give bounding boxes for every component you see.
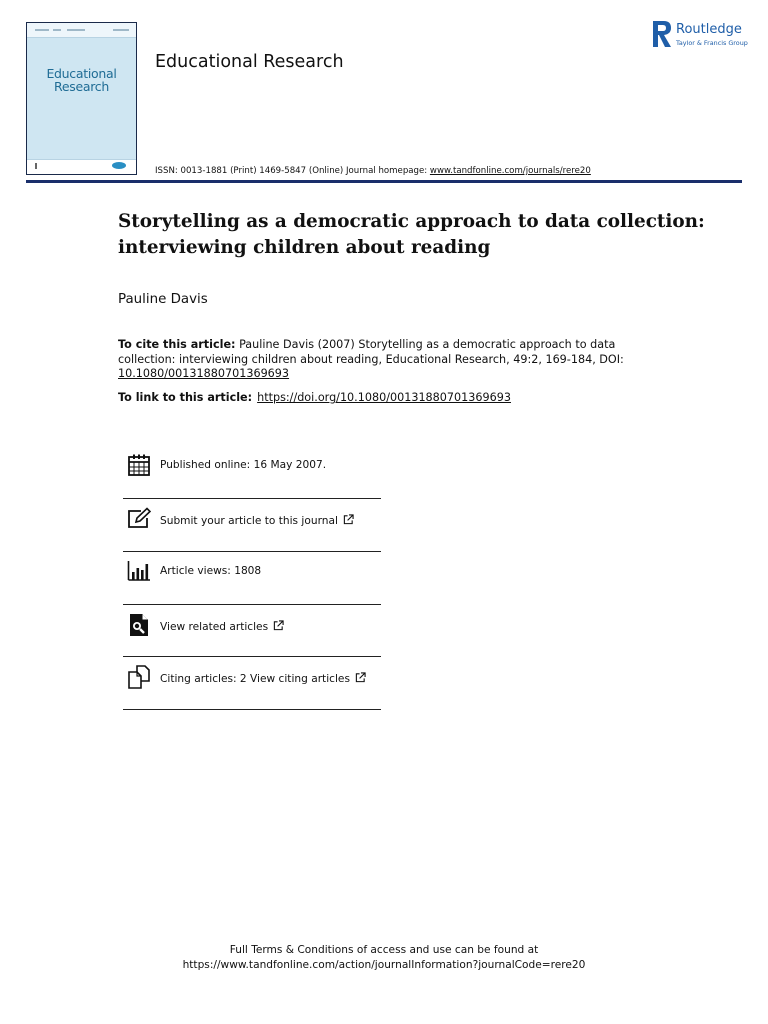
article-doi-link[interactable]: https://doi.org/10.1080/00131880701369693	[257, 391, 511, 404]
cover-oval-logo	[112, 162, 126, 169]
terms-url[interactable]: https://www.tandfonline.com/action/journalInformation?journalCode=rere20	[182, 958, 586, 971]
terms-line1: Full Terms & Conditions of access and use can be found at	[229, 944, 539, 956]
cover-title-line1: Educational	[46, 66, 117, 81]
published-row	[123, 453, 381, 499]
external-link-icon	[343, 514, 354, 525]
publisher-group: Taylor & Francis Group	[676, 39, 748, 47]
related-row[interactable]	[123, 605, 381, 657]
documents-icon	[127, 665, 151, 689]
journal-cover	[26, 22, 137, 175]
header-rule	[26, 180, 742, 183]
bar-chart-icon	[127, 559, 151, 583]
issn-text: ISSN: 0013-1881 (Print) 1469-5847 (Online) Journal homepage:	[155, 166, 428, 176]
journal-homepage-link[interactable]: www.tandfonline.com/journals/rere20	[429, 166, 591, 176]
cover-publisher-mark	[35, 163, 55, 169]
publisher-logo	[652, 20, 752, 50]
submit-row[interactable]	[123, 499, 381, 552]
document-search-icon	[127, 613, 151, 637]
cover-title	[27, 67, 136, 93]
citing-articles-link[interactable]	[160, 672, 366, 685]
link-label: To link to this article:	[118, 391, 253, 404]
calendar-icon	[127, 453, 151, 477]
submit-article-link[interactable]	[160, 514, 354, 527]
article-title: Storytelling as a democratic approach to data collection: interviewing children about reading	[118, 211, 705, 258]
cite-text: Pauline Davis (2007) Storytelling as a democratic approach to data collection: interviewing children about reading, Educational Research, 49:2, 169-184, DOI:	[118, 338, 624, 366]
article-views: Article views: 1808	[160, 565, 262, 577]
edit-icon	[127, 507, 151, 531]
journal-name: Educational Research	[155, 52, 344, 72]
related-articles-label: View related articles	[160, 621, 269, 633]
citation-block	[118, 338, 658, 382]
related-articles-link[interactable]	[160, 620, 284, 633]
views-row	[123, 552, 381, 605]
submit-article-label: Submit your article to this journal	[160, 515, 338, 527]
routledge-r-icon	[652, 20, 672, 48]
article-link-block	[118, 391, 511, 404]
cover-bottom-strip	[27, 159, 136, 174]
issn-line	[155, 166, 591, 176]
published-date: Published online: 16 May 2007.	[160, 459, 327, 471]
article-author: Pauline Davis	[118, 292, 208, 307]
external-link-icon	[273, 620, 284, 631]
cite-doi-link[interactable]: 10.1080/00131880701369693	[118, 367, 290, 380]
external-link-icon	[355, 672, 366, 683]
cite-label: To cite this article:	[118, 338, 236, 351]
publisher-name: Routledge	[676, 22, 742, 37]
terms-footer	[0, 943, 768, 972]
cover-title-line2: Research	[54, 79, 109, 94]
cover-top-strip	[27, 23, 136, 38]
citing-row[interactable]	[123, 657, 381, 710]
citing-articles-label: Citing articles: 2 View citing articles	[160, 673, 350, 685]
